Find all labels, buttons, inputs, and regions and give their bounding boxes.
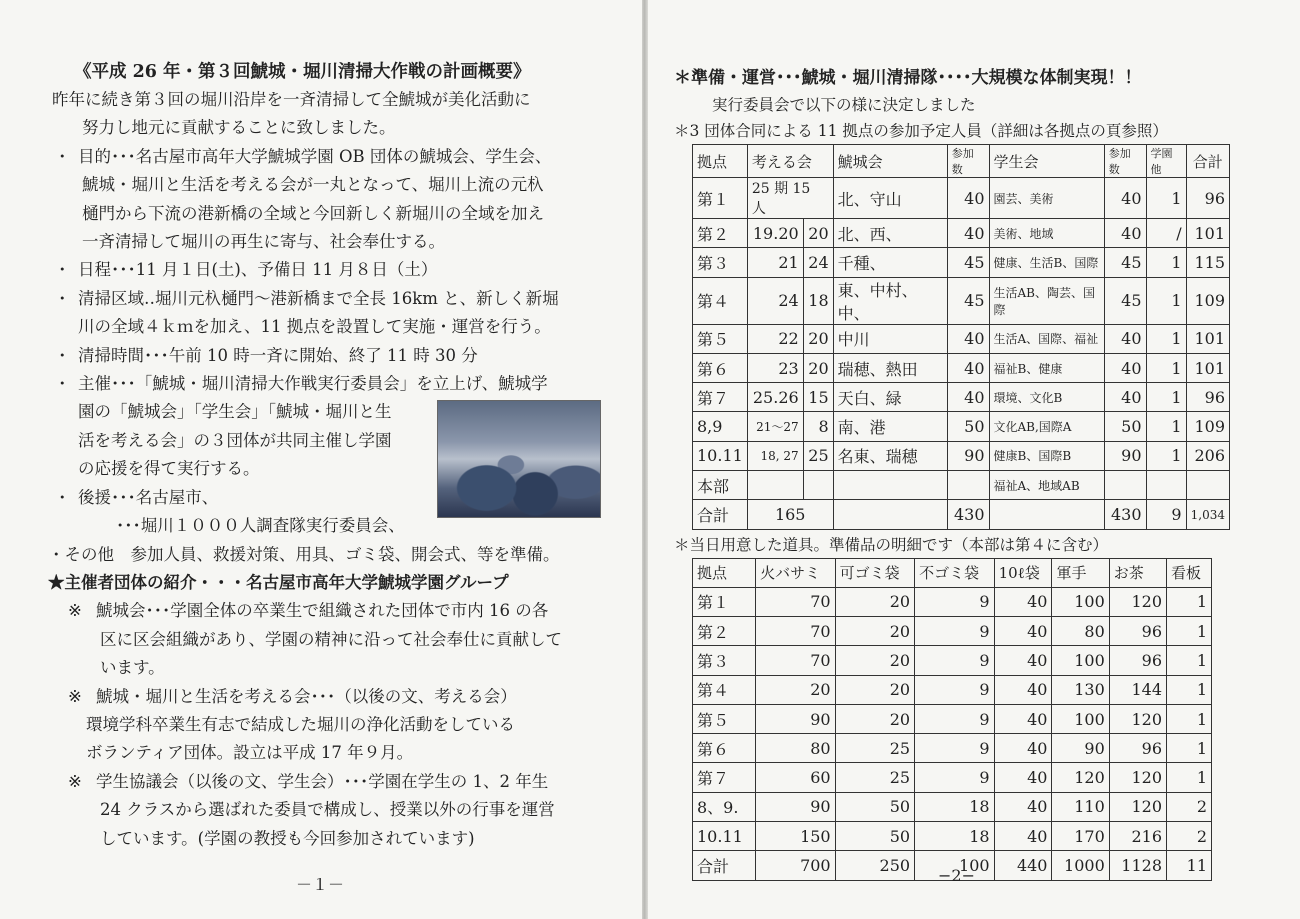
cell: 25.26 (747, 383, 803, 412)
cell: 園芸、美術 (989, 178, 1104, 219)
header-burnable-bags: 可ゴミ袋 (835, 558, 914, 587)
cell: 40 (994, 587, 1052, 616)
cell: 第６ (693, 734, 756, 763)
cell: 9 (915, 734, 994, 763)
cell: 第６ (693, 353, 748, 382)
table-row (693, 324, 1230, 353)
cell: 22 (747, 324, 803, 353)
cell: 40 (994, 792, 1052, 821)
header-total: 合計 (1186, 145, 1229, 178)
cell: 合計 (693, 851, 756, 880)
cell: 健康、生活B、国際 (989, 248, 1104, 277)
committee-decision: 実行委員会で以下の様に決定しました (712, 96, 976, 114)
table-row (693, 383, 1230, 412)
cell: 50 (1104, 412, 1146, 441)
cell: 700 (756, 851, 835, 880)
cell: 120 (1109, 587, 1166, 616)
header-school: 学園他 (1146, 145, 1186, 178)
cell: 25 (803, 441, 833, 470)
cell: 1 (1167, 704, 1212, 733)
cell: 第４ (693, 675, 756, 704)
cell: 1000 (1052, 851, 1109, 880)
cell (1146, 471, 1186, 500)
preparation-heading: ＊準備・運営･･･鯱城・堀川清掃隊････大規模な体制実現！！ (674, 68, 1142, 88)
cell: 第７ (693, 383, 748, 412)
header-10l-bags: 10ℓ袋 (994, 558, 1052, 587)
cell: 北、西、 (833, 219, 947, 248)
support-item: ・ 後援･･･名古屋市、 (54, 487, 219, 507)
cell: 40 (1104, 383, 1146, 412)
table-row (693, 587, 1212, 616)
cell: 20 (835, 704, 914, 733)
cell: 100 (1052, 704, 1109, 733)
cell: 20 (835, 616, 914, 645)
cell: 40 (1104, 219, 1146, 248)
table-row (693, 558, 1212, 587)
time-item: ・ 清掃時間･･･午前 10 時一斉に開始、終了 11 時 30 分 (54, 345, 478, 365)
table-row (693, 646, 1212, 675)
cell: 北、守山 (833, 178, 947, 219)
cell: 21 (747, 248, 803, 277)
left-page (0, 0, 642, 919)
cell (989, 500, 1104, 529)
cell: 430 (1104, 500, 1146, 529)
cell: 20 (803, 353, 833, 382)
cell: 9 (915, 763, 994, 792)
cell: 130 (1052, 675, 1109, 704)
cell: 45 (947, 248, 989, 277)
participants-table (692, 144, 1230, 530)
cell: 80 (1052, 616, 1109, 645)
table-row (693, 412, 1230, 441)
cell: 120 (1052, 763, 1109, 792)
cell (747, 471, 803, 500)
cell: 千種、 (833, 248, 947, 277)
cell: 70 (756, 616, 835, 645)
header-tea: お茶 (1109, 558, 1166, 587)
table-row (693, 763, 1212, 792)
header-tongs: 火バサミ (756, 558, 835, 587)
cell: 40 (994, 704, 1052, 733)
note-gakuseikai-line-3: しています。(学園の教授も今回参加されています) (100, 828, 475, 848)
cell: 150 (756, 822, 835, 851)
cell: 福祉B、健康 (989, 353, 1104, 382)
cell: 120 (1109, 792, 1166, 821)
purpose-line-2: 鯱城・堀川と生活を考える会が一丸となって、堀川上流の元杁 (82, 175, 544, 195)
cell: 24 (747, 277, 803, 324)
cell: 福祉A、地域AB (989, 471, 1104, 500)
cell: 96 (1109, 646, 1166, 675)
cell (803, 471, 833, 500)
cell: 96 (1186, 178, 1229, 219)
area-line-2: 川の全域４ｋｍを加え、11 拠点を設置して実施・運営を行う。 (78, 317, 551, 337)
table-row (693, 704, 1212, 733)
schedule-item: ・ 日程･･･11 月１日(土)、予備日 11 月８日（土） (54, 260, 438, 280)
cell: 20 (835, 646, 914, 675)
cell: 165 (747, 500, 833, 529)
cell: 70 (756, 646, 835, 675)
cell: 8、9. (693, 792, 756, 821)
host-item: ・ 主催･･･「鯱城・堀川清掃大作戦実行委員会」を立上げ、鯱城学 (54, 374, 548, 394)
cell: 1 (1167, 646, 1212, 675)
cell: 20 (835, 675, 914, 704)
cell: 9 (915, 646, 994, 675)
cell: 第１ (693, 587, 756, 616)
cell: 20 (803, 219, 833, 248)
cell: 本部 (693, 471, 748, 500)
cell: 109 (1186, 412, 1229, 441)
cell: 生活AB、陶芸、国際 (989, 277, 1104, 324)
cell: 40 (947, 383, 989, 412)
cell: 合計 (693, 500, 748, 529)
note-shajokai-line-3: います。 (100, 658, 165, 678)
cell: 18 (915, 792, 994, 821)
cell: 18 (803, 277, 833, 324)
note-kangaerukai: ※ 鯱城・堀川と生活を考える会･･･（以後の文、考える会） (68, 686, 517, 706)
plan-title: 《平成 26 年・第３回鯱城・堀川清掃大作戦の計画概要》 (74, 62, 531, 82)
cell: 90 (947, 441, 989, 470)
cell: 90 (1052, 734, 1109, 763)
area-item: ・ 清掃区域‥堀川元杁樋門～港新橋まで全長 16km と、新しく新堀 (54, 288, 559, 308)
note-kangaerukai-line-2: 環境学科卒業生有志で結成した堀川の浄化活動をしている (86, 714, 515, 734)
cell: 90 (756, 704, 835, 733)
cell: 第３ (693, 248, 748, 277)
cell: 20 (803, 324, 833, 353)
cell: 1 (1167, 587, 1212, 616)
cell: 100 (1052, 587, 1109, 616)
cell: 1 (1146, 248, 1186, 277)
cell: 80 (756, 734, 835, 763)
cell: 90 (756, 792, 835, 821)
header-gakuseikai: 学生会 (989, 145, 1104, 178)
cell: 1128 (1109, 851, 1166, 880)
cell: 第５ (693, 704, 756, 733)
table-row (693, 471, 1230, 500)
header-gloves: 軍手 (1052, 558, 1109, 587)
cell: 40 (994, 616, 1052, 645)
cell: 40 (994, 734, 1052, 763)
cell: 50 (835, 822, 914, 851)
cell: 40 (994, 822, 1052, 851)
host-line-3: 活を考える会」の３団体が共同主催し学園 (78, 430, 392, 450)
cell: 1 (1167, 763, 1212, 792)
support-line-2: ･･･堀川１０００人調査隊実行委員会、 (116, 516, 405, 536)
cell: 環境、文化B (989, 383, 1104, 412)
cell: 1 (1167, 616, 1212, 645)
cell: 100 (915, 851, 994, 880)
cell: 50 (835, 792, 914, 821)
cell (833, 500, 947, 529)
intro-line-2: 努力し地元に貢献することに致しました。 (82, 118, 396, 138)
table-row (693, 734, 1212, 763)
header-count: 参加数 (947, 145, 989, 178)
header-kangaerukai: 考える会 (747, 145, 833, 178)
table-row-total (693, 500, 1230, 529)
cell: 40 (1104, 178, 1146, 219)
cell: 70 (756, 587, 835, 616)
table-row (693, 822, 1212, 851)
cell: 8 (803, 412, 833, 441)
cell (833, 471, 947, 500)
cell: 25 (835, 734, 914, 763)
note-gakuseikai-line-2: 24 クラスから選ばれた委員で構成し、授業以外の行事を運営 (100, 800, 555, 820)
table-row (693, 145, 1230, 178)
intro-line-1: 昨年に続き第３回の堀川沿岸を一斉清掃して全鯱城が美化活動に (52, 90, 531, 109)
cell: 216 (1109, 822, 1166, 851)
header-signboard: 看板 (1167, 558, 1212, 587)
page-number-right: −2− (938, 866, 975, 885)
cell: 40 (1104, 353, 1146, 382)
cell: 115 (1186, 248, 1229, 277)
cell: 40 (1104, 324, 1146, 353)
purpose-item: ・ 目的･･･名古屋市高年大学鯱城学園 OB 団体の鯱城会、学生会、 (54, 146, 552, 166)
cell: 40 (947, 178, 989, 219)
cell: 2 (1167, 792, 1212, 821)
table-row (693, 616, 1212, 645)
cell: 40 (994, 763, 1052, 792)
cell: 第２ (693, 616, 756, 645)
cell: 206 (1186, 441, 1229, 470)
cell: 101 (1186, 353, 1229, 382)
cell: 第５ (693, 324, 748, 353)
table-row (693, 675, 1212, 704)
cell: 9 (915, 704, 994, 733)
cell: 18 (915, 822, 994, 851)
cell: 1 (1146, 412, 1186, 441)
cell: 10.11 (693, 441, 748, 470)
groups-heading: ★主催者団体の紹介・・・名古屋市高年大学鯱城学園グループ (48, 572, 509, 592)
cell: 1 (1146, 383, 1186, 412)
table-row (693, 178, 1230, 219)
header-count-2: 参加数 (1104, 145, 1146, 178)
cell: 24 (803, 248, 833, 277)
cell: 40 (947, 219, 989, 248)
cell: 名東、瑞穂 (833, 441, 947, 470)
note-shajokai-line-2: 区に区会組織があり、学園の精神に沿って社会奉仕に貢献して (100, 629, 562, 649)
note-kangaerukai-line-3: ボランティア団体。設立は平成 17 年９月。 (86, 743, 414, 763)
host-line-4: の応援を得て実行する。 (78, 459, 260, 479)
table-row (693, 219, 1230, 248)
other-item: ・その他 参加人員、救援対策、用具、ゴミ袋、開会式、等を準備。 (48, 544, 560, 564)
cell: 120 (1109, 704, 1166, 733)
cell: 11 (1167, 851, 1212, 880)
cell: 101 (1186, 324, 1229, 353)
cell: 96 (1109, 616, 1166, 645)
cell: 45 (1104, 248, 1146, 277)
table-row (693, 248, 1230, 277)
cell: 45 (1104, 277, 1146, 324)
cell: 9 (915, 616, 994, 645)
cell (947, 471, 989, 500)
cell: 18, 27 (747, 441, 803, 470)
cell: 15 (803, 383, 833, 412)
header-nonburnable-bags: 不ゴミ袋 (915, 558, 994, 587)
cell: 45 (947, 277, 989, 324)
cell: 1 (1146, 353, 1186, 382)
tools-table (692, 558, 1212, 881)
cell: 1,034 (1186, 500, 1229, 529)
meeting-photo (437, 400, 601, 518)
cell: 19.20 (747, 219, 803, 248)
tools-caption: ＊当日用意した道具。準備品の明細です（本部は第４に含む） (674, 535, 1109, 554)
header-base: 拠点 (693, 558, 756, 587)
cell: 120 (1109, 763, 1166, 792)
cell: 10.11 (693, 822, 756, 851)
cell: 南、港 (833, 412, 947, 441)
cell: 第７ (693, 763, 756, 792)
purpose-line-4: 一斉清掃して堀川の再生に寄与、社会奉仕する。 (82, 232, 445, 252)
cell: 430 (947, 500, 989, 529)
right-page (648, 0, 1300, 919)
cell: 瑞穂、熱田 (833, 353, 947, 382)
cell (1186, 471, 1229, 500)
cell: / (1146, 219, 1186, 248)
cell: 天白、緑 (833, 383, 947, 412)
cell: 21～27 (747, 412, 803, 441)
host-line-2: 園の「鯱城会」「学生会」「鯱城・堀川と生 (78, 402, 392, 422)
cell: 美術、地域 (989, 219, 1104, 248)
cell: 100 (1052, 646, 1109, 675)
cell: 96 (1186, 383, 1229, 412)
cell: 9 (915, 675, 994, 704)
cell: 109 (1186, 277, 1229, 324)
cell: 2 (1167, 822, 1212, 851)
cell: 170 (1052, 822, 1109, 851)
cell: 東、中村、中、 (833, 277, 947, 324)
cell: 20 (756, 675, 835, 704)
cell: 40 (947, 353, 989, 382)
cell: 1 (1167, 734, 1212, 763)
cell: 101 (1186, 219, 1229, 248)
cell: 1 (1146, 178, 1186, 219)
header-base: 拠点 (693, 145, 748, 178)
header-shajokai: 鯱城会 (833, 145, 947, 178)
cell: 生活A、国際、福祉 (989, 324, 1104, 353)
cell: 23 (747, 353, 803, 382)
cell: 440 (994, 851, 1052, 880)
cell: 20 (835, 587, 914, 616)
participants-caption: ＊3 団体合同による 11 拠点の参加予定人員（詳細は各拠点の頁参照） (674, 122, 1168, 140)
table-row (693, 792, 1212, 821)
cell: 1 (1146, 324, 1186, 353)
cell: 90 (1104, 441, 1146, 470)
cell: 第３ (693, 646, 756, 675)
note-shajokai: ※ 鯱城会･･･学園全体の卒業生で組織された団体で市内 16 の各 (68, 601, 549, 621)
cell: 9 (1146, 500, 1186, 529)
cell: 第４ (693, 277, 748, 324)
cell: 第１ (693, 178, 748, 219)
cell: 40 (994, 646, 1052, 675)
cell: 60 (756, 763, 835, 792)
cell: 文化AB,国際A (989, 412, 1104, 441)
cell: 96 (1109, 734, 1166, 763)
cell: 1 (1146, 277, 1186, 324)
cell: 健康B、国際B (989, 441, 1104, 470)
purpose-line-3: 樋門から下流の港新橋の全域と今回新しく新堀川の全域を加え (82, 203, 544, 223)
cell: 50 (947, 412, 989, 441)
cell: 250 (835, 851, 914, 880)
cell: 中川 (833, 324, 947, 353)
cell: 144 (1109, 675, 1166, 704)
cell: 25 期 15 人 (747, 178, 833, 219)
note-gakuseikai: ※ 学生協議会（以後の文、学生会）･･･学園在学生の 1、2 年生 (68, 771, 549, 791)
cell: 9 (915, 587, 994, 616)
page-number-left: －１－ (296, 875, 345, 894)
cell: 110 (1052, 792, 1109, 821)
cell: 1 (1146, 441, 1186, 470)
cell: 8,9 (693, 412, 748, 441)
cell: 40 (947, 324, 989, 353)
cell: 1 (1167, 675, 1212, 704)
table-row (693, 353, 1230, 382)
cell: 25 (835, 763, 914, 792)
table-row (693, 441, 1230, 470)
cell: 第２ (693, 219, 748, 248)
cell: 40 (994, 675, 1052, 704)
cell (1104, 471, 1146, 500)
table-row (693, 277, 1230, 324)
